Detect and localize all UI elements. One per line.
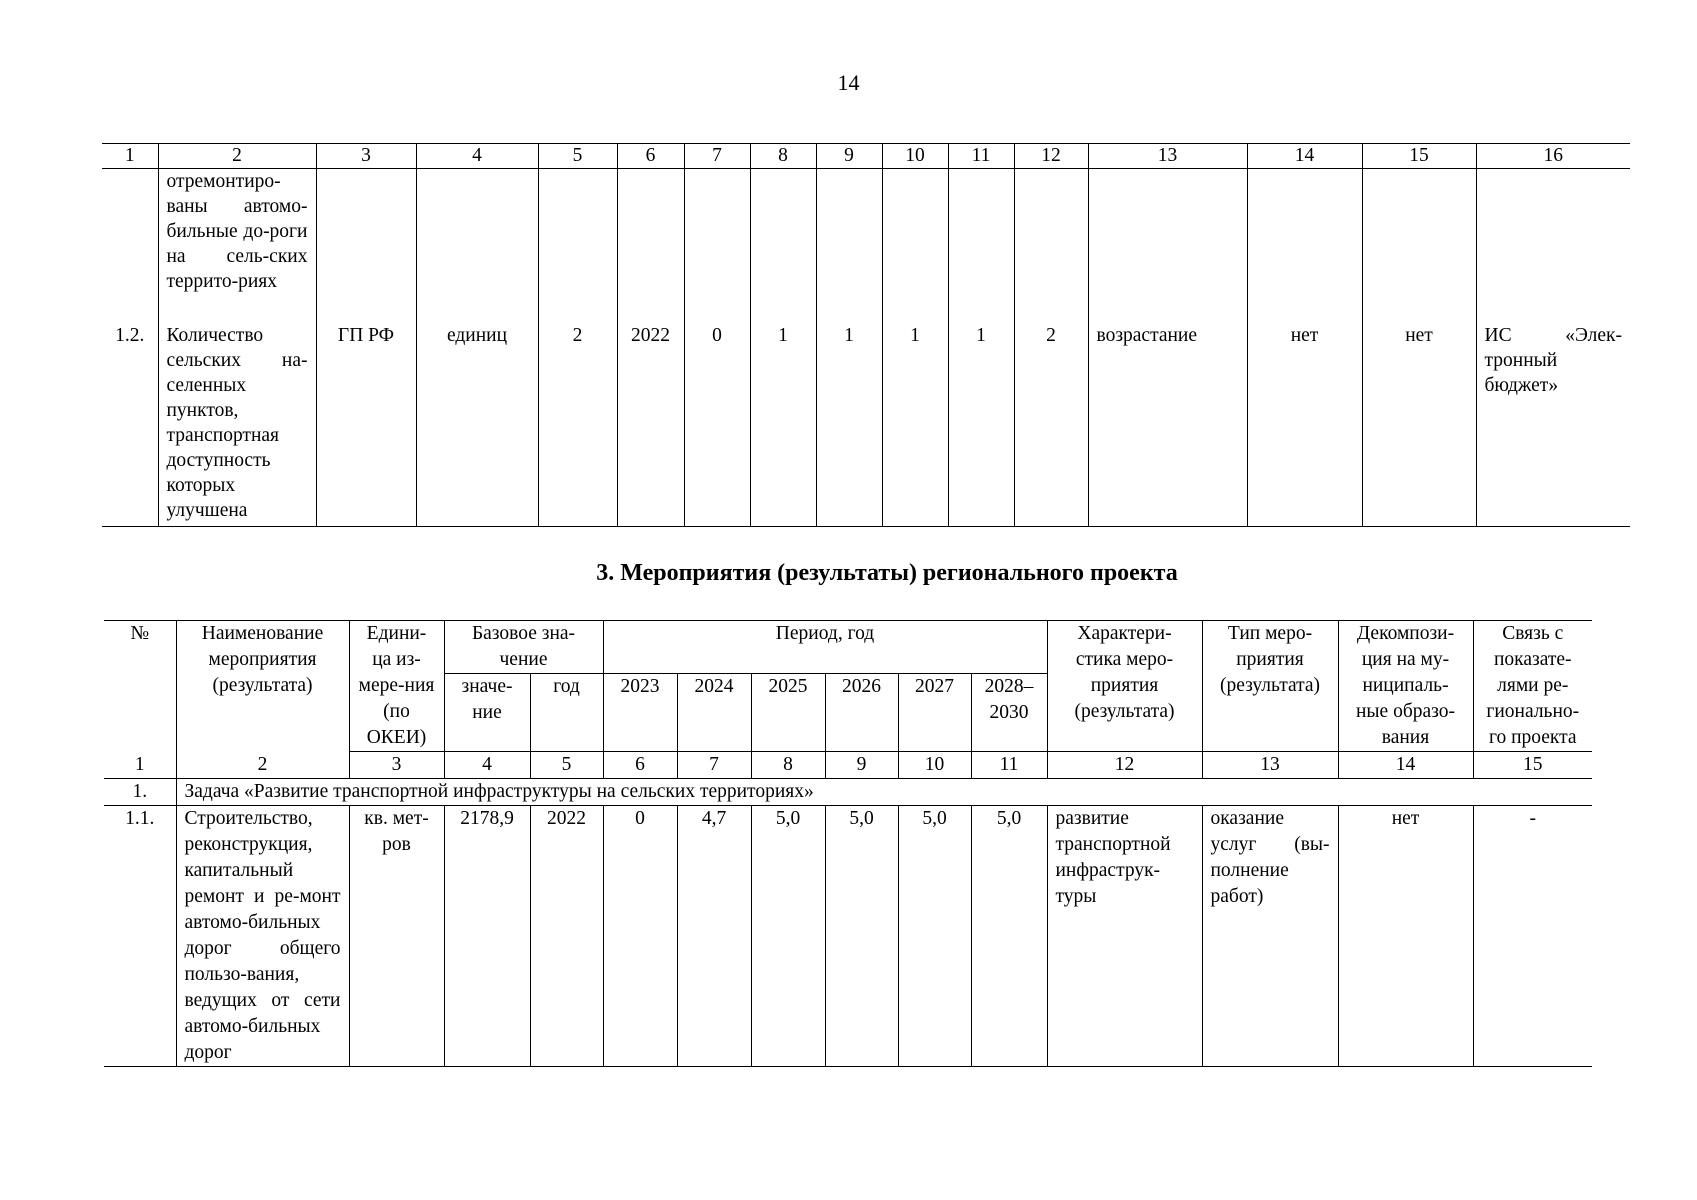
column-number-row [104, 752, 1592, 779]
table-row [102, 323, 1630, 527]
measure-unit: кв. мет-ров [349, 806, 444, 1067]
indicator-value: 1 [816, 323, 882, 527]
task-row [104, 779, 1592, 806]
indicator-value: 1 [882, 323, 948, 527]
indicator-value: 2 [1014, 323, 1088, 527]
indicator-source: ИС «Элек-тронный бюджет» [1476, 323, 1630, 527]
header-base-value: значе-ние [444, 674, 530, 752]
header-type: Тип меро-приятия (результата) [1202, 621, 1338, 752]
indicator-flag: нет [1247, 323, 1362, 527]
header-row [104, 621, 1592, 674]
col-number: 3 [349, 752, 444, 779]
measure-year-value: 0 [603, 806, 677, 1067]
indicator-unit: единиц [416, 323, 538, 527]
page-number: 14 [837, 70, 860, 95]
col-number: 2 [158, 144, 316, 169]
col-number: 1 [104, 752, 176, 779]
indicator-base-year: 2022 [617, 323, 684, 527]
measures-table [104, 620, 1592, 1067]
col-number: 6 [617, 144, 684, 169]
col-number: 15 [1473, 752, 1592, 779]
header-year: 2023 [603, 674, 677, 752]
indicators-table-continued [102, 143, 1630, 527]
col-number: 15 [1362, 144, 1476, 169]
measure-year-value: 5,0 [971, 806, 1047, 1067]
indicator-value: 1 [948, 323, 1014, 527]
measure-decomposition: нет [1338, 806, 1473, 1067]
measure-year-value: 5,0 [898, 806, 971, 1067]
measure-link: - [1473, 806, 1592, 1067]
measure-base-value: 2178,9 [444, 806, 530, 1067]
col-number: 11 [971, 752, 1047, 779]
header-period: Период, год [603, 621, 1047, 674]
col-number: 12 [1014, 144, 1088, 169]
col-number: 4 [416, 144, 538, 169]
section-heading: 3. Мероприятия (результаты) регионального проекта [596, 560, 1178, 586]
col-number: 1 [102, 144, 158, 169]
task-number: 1. [104, 779, 176, 806]
task-title: Задача «Развитие транспортной инфраструктуры на сельских территориях» [176, 779, 1592, 806]
header-unit: Едини-ца из-мере-ния (по ОКЕИ) [349, 621, 444, 752]
indicator-okei: 2 [538, 323, 617, 527]
header-year: 2025 [751, 674, 825, 752]
measure-year-value: 4,7 [677, 806, 751, 1067]
col-number: 3 [316, 144, 416, 169]
indicator-value: 0 [684, 323, 750, 527]
measure-base-year: 2022 [530, 806, 603, 1067]
indicator-trend: возрастание [1088, 323, 1247, 527]
measure-characteristic: развитие транспортной инфраструк-туры [1047, 806, 1202, 1067]
indicator-level: ГП РФ [316, 323, 416, 527]
indicator-flag: нет [1362, 323, 1476, 527]
col-number: 10 [882, 144, 948, 169]
col-number: 2 [176, 752, 349, 779]
col-number: 8 [750, 144, 816, 169]
measure-year-value: 5,0 [825, 806, 898, 1067]
header-year: 2024 [677, 674, 751, 752]
measure-year-value: 5,0 [751, 806, 825, 1067]
indicator-name-continued: отремонтиро-ваны автомо-бильные до-роги на сель-ских террито-риях [158, 169, 316, 323]
col-number: 14 [1247, 144, 1362, 169]
header-year: 2027 [898, 674, 971, 752]
col-number: 12 [1047, 752, 1202, 779]
col-number: 13 [1088, 144, 1247, 169]
col-number: 5 [530, 752, 603, 779]
header-year: 2028–2030 [971, 674, 1047, 752]
table-row-continuation [102, 169, 1630, 323]
header-num: № [104, 621, 176, 752]
header-year: 2026 [825, 674, 898, 752]
indicator-value: 1 [750, 323, 816, 527]
header-characteristic: Характери-стика меро-приятия (результата) [1047, 621, 1202, 752]
col-number: 16 [1476, 144, 1630, 169]
col-number: 10 [898, 752, 971, 779]
column-number-row [102, 144, 1630, 169]
table-row [104, 806, 1592, 1067]
col-number: 7 [677, 752, 751, 779]
col-number: 4 [444, 752, 530, 779]
col-number: 9 [825, 752, 898, 779]
col-number: 6 [603, 752, 677, 779]
header-link: Связь с показате-лями ре-гионально-го проекта [1473, 621, 1592, 752]
col-number: 5 [538, 144, 617, 169]
col-number: 7 [684, 144, 750, 169]
header-decomposition: Декомпози-ция на му-ниципаль-ные образо-вания [1338, 621, 1473, 752]
col-number: 9 [816, 144, 882, 169]
header-name: Наименование мероприятия (результата) [176, 621, 349, 752]
col-number: 8 [751, 752, 825, 779]
indicator-name: Количество сельских на-селенных пунктов, транспортная доступность которых улучшена [158, 323, 316, 527]
row-number: 1.1. [104, 806, 176, 1067]
row-number: 1.2. [102, 323, 158, 527]
col-number: 11 [948, 144, 1014, 169]
header-base: Базовое зна-чение [444, 621, 603, 674]
col-number: 14 [1338, 752, 1473, 779]
measure-type: оказание услуг (вы-полнение работ) [1202, 806, 1338, 1067]
header-base-year: год [530, 674, 603, 752]
measure-name: Строительство, реконструкция, капитальный ремонт и ре-монт автомо-бильных дорог общего пользо-вания, ведущих от сети автомо-бильных дорог [176, 806, 349, 1067]
col-number: 13 [1202, 752, 1338, 779]
